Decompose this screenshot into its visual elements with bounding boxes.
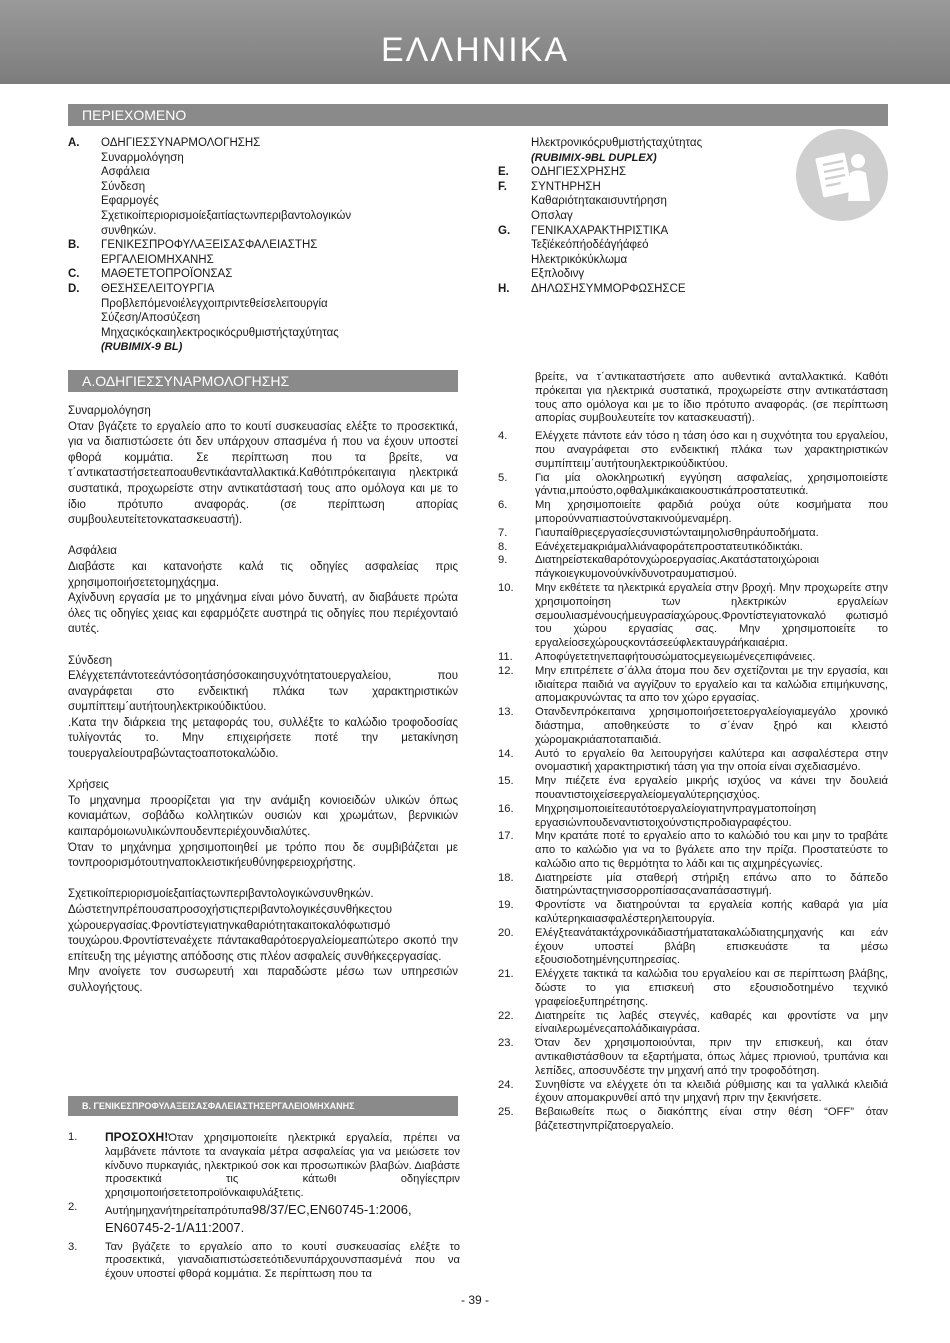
- item-number: 17.: [498, 830, 514, 843]
- item-number: 19.: [498, 899, 514, 912]
- item-number: 6.: [498, 499, 508, 512]
- item-text: [535, 472, 888, 500]
- toc-entry: [68, 297, 428, 312]
- item-number: 22.: [498, 1009, 514, 1022]
- toc-entry: [498, 180, 788, 195]
- list-item: [498, 872, 888, 900]
- toc-letter: [68, 253, 101, 268]
- item-body: Μην κρατάτε ποτέ το εργαλείο απο το καλώδιό του και μην το τραβάτε απο το καλώδιο για να το βγάλετε απο την πρίζα. Προστατεύστε το καλώδιο απο τις θερμότητα το λάδι και τις αιχμηρέςγωνίες.: [535, 830, 888, 870]
- item-body: Ελέγξτεανάτακτάχρονικάδιαστήματατακαλώδιατηςμηχανής και εάν έχουν υποστεί βλάβη επισκευάστε τα μέσω εξουσιοδοτημένηςυπηρεσίας.: [535, 926, 888, 967]
- toc-entry: [68, 282, 428, 297]
- item-number: 21.: [498, 968, 514, 981]
- spacer: [68, 529, 458, 545]
- toc-text: Προβλεπόμενοιέλεγχοιπριντεθείσελειτουργία: [101, 297, 328, 310]
- toc-letter: F.: [498, 180, 507, 193]
- list-item: [68, 1201, 460, 1237]
- item-text: [535, 582, 888, 651]
- toc-entry: [68, 238, 428, 253]
- toc-entry: [68, 136, 428, 151]
- toc-text: ΔΗΛΩΣΗΣΥΜΜΟΡΦΩΣΗΣCE: [531, 282, 686, 295]
- toc-text: Ασφάλεια: [101, 166, 150, 179]
- toc-text: Μηχαςικόςκαιηλεκτροςικόςρυθμιστήςταχύτητας: [101, 326, 339, 339]
- item-text: [535, 803, 888, 831]
- item-body: Μηχρησιμοποιείτεαυτότοεργαλείογιατηνπραγματοποίηση εργασιώνπουδεναντιστοιχούνστιςπροδιαγραφέςτου.: [535, 802, 817, 829]
- toc-text: (RUBIMIX-9 BL): [101, 341, 183, 354]
- toc-letter: H.: [498, 282, 510, 295]
- spacer: [68, 763, 458, 779]
- item-number: 8.: [498, 540, 508, 553]
- toc-entry: [68, 151, 428, 166]
- item-text: [535, 899, 888, 927]
- item-number: 11.: [498, 650, 513, 663]
- item-text: [535, 968, 888, 1009]
- item-text: [105, 1131, 460, 1201]
- list-item: [498, 927, 888, 968]
- toc-text: ΕΡΓΑΛΕΙΟΜΗΧΑΝΗΣ: [101, 253, 214, 266]
- item-text: [535, 830, 888, 871]
- section-a-body: [68, 404, 458, 997]
- toc-entry: [498, 253, 788, 268]
- section-b-list-right: [498, 371, 888, 1134]
- toc-text: Οπσλαγ: [531, 209, 573, 222]
- toc-entry: [498, 194, 788, 209]
- list-item: [498, 1037, 888, 1078]
- item-number: 1.: [68, 1131, 78, 1143]
- item-body: Διατηρείτε τις λαβές στεγνές, καθαρές και φροντίστε να μην είναιλερωμένεςαπολάδικαιγράσα.: [535, 1009, 888, 1036]
- item-number: 5.: [498, 471, 508, 484]
- list-item: [498, 541, 888, 555]
- toc-text: Σύζεση/Αποσύζεση: [101, 312, 201, 325]
- item-body: Ελέγχετε τακτικά τα καλώδια του εργαλείου και σε περίπτωση βλάβης, δώστε το για επισκευή στο εξουσιοδοτημένο τεχνικό γραφείοεξυπηρέτησης.: [535, 968, 888, 1008]
- list-item: [68, 1241, 460, 1282]
- item-number: 13.: [498, 706, 514, 719]
- item-number: 25.: [498, 1106, 514, 1119]
- paragraph: Αχίνδυνη εργασία με το μηχάνημα είναι μόνο δυνατή, αν διαβάυετε πρώτα όλες τις οδηγίες χειας και εφαρμόζετε αυστηρά τις οδηγίες που περιέχονταιό αυτές.: [68, 592, 458, 636]
- item-number: 20.: [498, 926, 514, 939]
- toc-letter: [68, 209, 101, 224]
- toc-letter: [498, 238, 531, 253]
- list-item: [498, 968, 888, 1009]
- item-text: [535, 430, 888, 471]
- toc-entry: [68, 253, 428, 268]
- toc-text: Ηλεκτρονικόςρυθμιστήςταχύτητας: [531, 137, 703, 149]
- list-item: [498, 830, 888, 871]
- toc-entry: [68, 165, 428, 180]
- item-text: [535, 872, 888, 900]
- item-text: [535, 554, 888, 582]
- toc-text: Τεξϊέκεόπήοδέάγήάφεό: [531, 239, 649, 252]
- toc-heading: ΠΕΡΙΕΧΟΜΕΝΟ: [68, 104, 888, 126]
- subsection-title: Συναρμολόγηση: [68, 405, 151, 417]
- toc-letter: [498, 151, 531, 166]
- section-a-heading: A.ΟΔΗΓΙΕΣΣΥΝΑΡΜΟΛΟΓΗΣΗΣ: [68, 370, 458, 392]
- toc-text: (RUBIMIX-9BL DUPLEX): [531, 151, 657, 164]
- read-manual-icon: [796, 129, 888, 221]
- list-item: [498, 554, 888, 582]
- subsection-title: Ασφάλεια: [68, 545, 117, 558]
- toc-text: Εξπλοδινγ: [531, 268, 585, 281]
- paragraph: .Κατα την διάρκεια της μεταφοράς του, συλλέξτε το καλώδιο τροφοδοσίας τυλίγοντάς το. Μην επιχειρήσετε ποτέ την μετακίνηση τουεργαλείουτραβώνταςτοαποτοκαλώδιο.: [68, 716, 458, 761]
- toc-entry: [498, 151, 788, 166]
- item-text: [535, 371, 888, 426]
- toc-entry: [498, 165, 788, 180]
- item-body: Μη χρησιμοποιείτε φαρδιά ρούχα ούτε κοσμήματα που μπορούνναπιαστούνστακινούμεναμέρη.: [535, 499, 888, 525]
- toc-entry: [68, 267, 428, 282]
- list-item: [498, 430, 888, 471]
- list-item: [498, 499, 888, 527]
- item-text: [535, 1037, 888, 1078]
- item-number: 18.: [498, 871, 514, 884]
- paragraph: Διαβάστε και κατανοήστε καλά τις οδηγίες ασφαλείας πρις χρησιμοποιήσετετομηχάςημα.: [68, 560, 458, 589]
- item-text: [535, 527, 888, 541]
- list-item: [498, 1010, 888, 1038]
- item-body: Οτανδενπρόκειταινα χρησιμοποιήσετετοεργαλείογιαμεγάλο χρονικό διάστημα, αποθηκεύστε το σ΄έναν ξηρό και κλειστό χώρομακριάαποταπαιδιά.: [535, 706, 888, 746]
- item-body: Αποφύγετετηνεπαφήτουσώματοςμεγειωμένεςεπιφάνειες.: [535, 650, 816, 663]
- item-text: [535, 1106, 888, 1134]
- item-text: [105, 1201, 460, 1237]
- toc-text: Ηλεκτρικόκύκλωμα: [531, 253, 628, 266]
- toc-text: ΣΥΝΤΗΡΗΣΗ: [531, 180, 601, 193]
- item-text: [535, 748, 888, 776]
- toc-right-column: [498, 136, 788, 297]
- item-body: Αυτό το εργαλείο θα λειτουργήσει καλύτερα και ασφαλέστερα στην ονομαστική χαρακτηριστική τάση για την οποία είναι σχεδιασμένο.: [535, 747, 888, 774]
- paragraph: Μην ανοίγετε τον συσωρευτή xαι παραδώστε μέσω των υπηρεσιών συλλογήςτους.: [68, 966, 458, 994]
- toc-letter: [498, 209, 531, 224]
- list-item: [68, 1131, 460, 1201]
- item-text: [535, 499, 888, 527]
- item-body: Βεβαιωθείτε πως ο διακόπτης είναι στην θέση “OFF” όταν βάζετεστηνπρίζατοεργαλείο.: [535, 1106, 888, 1133]
- toc-text: ΓΕΝΙΚΑΧΑΡΑΚΤΗΡΙΣΤΙΚΑ: [531, 224, 669, 237]
- list-item: [498, 527, 888, 541]
- list-item: [498, 651, 888, 665]
- toc-text: ΟΔΗΓΙΕΣΧΡΗΣΗΣ: [531, 166, 627, 179]
- list-item: [498, 775, 888, 803]
- item-body: βρείτε, να τ΄αντικαταστήσετε απο αυθεντικά ανταλλακτικά. Καθότι πρόκειται για ηλεκτρικά συστατικά, προχωρείστε στην αντικατάσταση τους απο ομόλογα και με το ίδιο πρότυπο αναφοράς. (σε περίπτωση απορίας συμβουλευτείτε τον κατασκευαστή).: [535, 371, 888, 425]
- item-text: [535, 1010, 888, 1038]
- spacer: [68, 872, 458, 888]
- list-item: [498, 1106, 888, 1134]
- toc-entry: [498, 209, 788, 224]
- toc-text: Σχετικοίπεριορισμοίεξαιτίαςτωνπεριβαντολογικών: [101, 209, 352, 222]
- toc-letter: C.: [68, 268, 80, 281]
- item-number: 16.: [498, 802, 514, 815]
- toc-letter: G.: [498, 224, 511, 237]
- toc-letter: [68, 180, 101, 195]
- item-number: 4.: [498, 430, 508, 443]
- list-item: [498, 472, 888, 500]
- spacer: [68, 638, 458, 654]
- page-number: - 39 -: [460, 1293, 489, 1307]
- page-title: ΕΛΛΗΝΙΚΑ: [380, 31, 569, 69]
- toc-text: Συναρμολόγηση: [101, 151, 184, 164]
- toc-entry: [68, 224, 428, 239]
- toc-letter: [68, 297, 101, 312]
- toc-letter: [68, 311, 101, 326]
- list-item: [498, 371, 888, 426]
- list-item: [498, 706, 888, 747]
- item-number: 3.: [68, 1240, 78, 1253]
- item-number: 10.: [498, 581, 514, 594]
- item-body: Εάνέχετεμακριάμαλλιάναφοράτεπροστατευτικόδικτάκι.: [535, 540, 803, 553]
- item-text: [535, 651, 888, 665]
- item-body: Όταν χρησιμοποιείτε ηλεκτρικά εργαλεία, πρέπει να λαμβάνετε πάντοτε τα αναγκαία μέτρα ασφαλείας για να μειώσετε τον κίνδυνο πυρκαγιάς, ηλεκτρικού σοκ και προσωπικών βλαβών. Διαβάστε προσεκτικά τις κάτωθι οδηγίεςπριν χρησιμοποιήσετετοπροϊόνκαιφυλάξτετις.: [105, 1132, 460, 1200]
- toc-text: ΘΕΣΗΣΕΛΕΙΤΟΥΡΓΙΑ: [101, 282, 215, 295]
- toc-entry: [498, 136, 788, 151]
- subsection-title: Σύνδεση: [68, 654, 113, 667]
- item-body: Συνηθίστε να ελέγχετε ότι τα κλειδιά ρύθμισης και τα γαλλικά κλειδιά έχουν απομακρυνθεί από την μηχανή πριν την ξεκινήσετε.: [535, 1078, 888, 1105]
- subsection-title: Χρήσεις: [68, 779, 109, 792]
- item-text: [535, 927, 888, 968]
- item-body: Για μία ολοκληρωτική εγγύηση ασφαλείας, χρησιμοποιείστε γάντια,μπούστο,οφθαλμικάκαιακουστικάπροστατευτικά.: [535, 471, 888, 498]
- item-text: [535, 1079, 888, 1107]
- paragraph: Όταν το μηχάνημα χρησιμοποιηθεί με τρόπο που δε συμβιβάζεται με τονπροορισμότουτηναποκλειστικήευθύνηφερειοχρήστης.: [68, 841, 458, 870]
- toc-text: Εφαρμογές: [101, 195, 159, 208]
- toc-entry: [498, 238, 788, 253]
- item-body: Διατηρείστε μία σταθερή στήριξη επάνω απο το δάπεδο διατηρώνταςτηνισσορροπίασαςαναπάσαστιγμή.: [535, 871, 888, 898]
- paragraph: Το μηχανημα προορίζεται για την ανάμιξη κονιοειδών υλικών όπως κονιαμάτων, σοβάδω κολλητικών ουσιών και χρωμάτων, βερνικιών καιπαρόμοιωνυλικώνπουδενπεριέχουνδιαλύτες.: [68, 794, 458, 839]
- toc-entry: [68, 326, 428, 341]
- item-number: [498, 371, 535, 426]
- toc-text: ΓΕΝΙΚΕΣΠΡΟΦΥΛΑΞΕΙΣΑΣΦΑΛΕΙΑΣΤΗΣ: [101, 239, 318, 252]
- item-text: [535, 706, 888, 747]
- item-number: 7.: [498, 526, 508, 539]
- item-number: 23.: [498, 1037, 514, 1050]
- item-body: Όταν δεν χρησιμοποιούνται, πριν την επισκευή, και όταν αντικαθιστάσθουν τα εξαρτήματα, όπως λάμες πριονιού, τρυπάνια και λεπίδες, αποσυνδέστε την μηχανή από την τροφοδότηση.: [535, 1037, 888, 1077]
- list-item: [498, 665, 888, 706]
- toc-letter: [498, 136, 531, 151]
- item-number: 9.: [498, 554, 508, 567]
- toc-entry: [68, 340, 428, 355]
- list-item: [498, 1079, 888, 1107]
- toc-letter: E.: [498, 166, 509, 179]
- item-text: [535, 541, 888, 555]
- toc-entry: [498, 224, 788, 239]
- toc-entry: [498, 267, 788, 282]
- toc-letter: [68, 326, 101, 341]
- toc-entry: [68, 209, 428, 224]
- paragraph: Οταν βγάζετε το εργαλείο απο το κουτί συσκευασίας ελέξτε το προσεκτικά, για να διαπιστώσετε ότι δεν υπάρχουν σπασμένα ή που να έχουν υποστεί φθορά κομμάτια. Σε περίπτωση που τα βρείτε, να τ΄αντικαταστήσετεαποαυθεντικάανταλλακτικά.Καθότιπρόκειταιγια ηλεκτρικά συστατικά, προχωρείστε στην αντικατάστασή τους απο ομόλογα και με το ίδιο πρότυπο αναφοράς. (σε περίπτωση απορίας συμβουλευτείτετονκατασκευαστή).: [68, 420, 458, 527]
- item-body: Μην εκθέτετε τα ηλεκτρικά εργαλεία στην βροχή. Μην προχωρείτε στην χρησιμοποίηση των ηλεκτρικών εργαλείων σεμουλιασμένουςήμευγρασίαχώρους.Φροντίστεγιατονκαλό φωτισμό του χώρου εργασίας σας. Μην χρησιμοποιείτε το εργαλείοσεχώρουςκοντάσεεύφλεκταυγράήκαιαέρια.: [535, 581, 888, 650]
- toc-entry: [68, 180, 428, 195]
- item-body: Ελέγχετε πάντοτε εάν τόσο η τάση όσο και η συχνότητα του εργαλείου, που αναγράφεται στο ενδεικτική πλάκα των χαρακτηριστικών συμπίπτειμ΄αυτήτουηλεκτρικούδικτύου.: [535, 430, 888, 470]
- toc-letter: [498, 253, 531, 268]
- item-number: 12.: [498, 664, 514, 677]
- toc-letter: [68, 224, 101, 239]
- item-text: [535, 665, 888, 706]
- toc-entry: [68, 311, 428, 326]
- toc-letter: [68, 194, 101, 209]
- paragraph: Ελέγχετεπάντοτεεάντόσοητάσηόσοκαιησυχνότητατουεργαλείου, που αναγράφεται στο ενδεικτική πλάκα των χαρακτηριστικών συμπίπτειμ΄αυτήτουηλεκτρικούδικτύου.: [68, 670, 458, 714]
- toc-text: Σύνδεση: [101, 180, 146, 193]
- item-text: [105, 1241, 460, 1282]
- toc-text: Καθαριότητακαισυντήρηση: [531, 195, 667, 208]
- standards-text: 98/37/EC,EN60745-1:2006, EN60745-2-1/A11:2007.: [105, 1201, 412, 1235]
- subsection-title: Σχετικοίπεριορισμοίεξαιτίαςτωνπεριβαντολογικώνσυνθηκών.: [68, 888, 374, 901]
- language-banner: [0, 0, 950, 84]
- item-body: Μην πιέζετε ένα εργαλείο μικρής ισχύος να κάνει την δουλειά πουαντιστοιχείσεεργαλείομεγαλύτερηςισχύος.: [535, 775, 888, 801]
- item-body: Γιαυπαίθριεςεργασίεςσυνιστώνταιμηολισθηράυποδήματα.: [535, 526, 819, 539]
- toc-letter: [498, 267, 531, 282]
- section-b-list-left: [68, 1131, 460, 1282]
- toc-text: συνθηκών.: [101, 224, 157, 237]
- toc-letter: [68, 151, 101, 166]
- warning-label: ΠΡΟΣΟΧΗ!: [105, 1130, 169, 1144]
- toc-entry: [498, 282, 788, 297]
- item-number: 2.: [68, 1200, 78, 1213]
- list-item: [498, 748, 888, 776]
- toc-letter: [68, 340, 101, 355]
- item-body: Ταν βγάζετε το εργαλείο απο το κουτί συσκευασίας ελέξτε το προσεκτικά, γιαναδιαπιστώσετεότιδενυπάρχουνσπασμένά που να έχουν υποστεί φθορά κομμάτια. Σε περίπτωση που τα: [105, 1240, 460, 1281]
- list-item: [498, 899, 888, 927]
- toc-left-column: [68, 136, 428, 355]
- item-body: Μην επιτρέπετε σ΄άλλα άτομα που δεν σχετίζονται με την εργασία, και ιδιαίτερα παιδιά να αγγίζουν το εργαλείο και τα καλώδια επιμήκυνσης, απομακρυνώντας τα απο τον χώρο εργασίας.: [535, 664, 888, 705]
- item-body: Διατηρείστεκαθαρότονχώροεργασίας.Ακατάστατοιχώροιαι πάγκοιεγκυμονούνκίνδυνοτραυματισμού.: [535, 554, 820, 581]
- item-number: 24.: [498, 1078, 514, 1091]
- toc-letter: A.: [68, 137, 80, 149]
- toc-entry: [68, 194, 428, 209]
- toc-letter: B.: [68, 239, 80, 252]
- paragraph: Δώστετηνπρέπουσαπροσοχήστιςπεριβαντολογικέςσυνθήκεςτου χώρουεργασίας.Φροντίστεγιατηνκαθαριότητακαιτοκαλόφωτισμό τουχώρου.Φροντίστεναέχετε πάντακαθαρότοεργαλείομεαπώτερο σκοπό την επίτευξη της μέγιστης απόδοσης στις πλέον ασφαλείς συνθήκεςεργασίας.: [68, 904, 458, 963]
- item-text: [535, 775, 888, 803]
- toc-text: ΟΔΗΓΙΕΣΣΥΝΑΡΜΟΛΟΓΗΣΗΣ: [101, 137, 261, 149]
- toc-text: ΜΑΘΕΤΕΤΟΠΡΟΪΟΝΣΑΣ: [101, 268, 233, 281]
- list-item: [498, 803, 888, 831]
- toc-letter: [68, 165, 101, 180]
- item-number: 15.: [498, 775, 514, 788]
- toc-letter: D.: [68, 282, 80, 295]
- section-b-heading: B. ΓΕΝΙΚΕΣΠΡΟΦΥΛΑΞΕΙΣΑΣΦΑΛΕΙΑΣΤΗΣΕΡΓΑΛΕΙΟΜΗΧΑΝΗΣ: [68, 1096, 458, 1116]
- item-number: 14.: [498, 747, 514, 760]
- list-item: [498, 582, 888, 651]
- toc-letter: [498, 194, 531, 209]
- item-body: Αυτήημηχανήτηρείταπρότυπα: [105, 1204, 252, 1217]
- item-body: Φροντίστε να διατηρούνται τα εργαλεία κοπής καθαρά για μία καλύτερηκαιασφαλέστερηλειτουργία.: [535, 899, 888, 926]
